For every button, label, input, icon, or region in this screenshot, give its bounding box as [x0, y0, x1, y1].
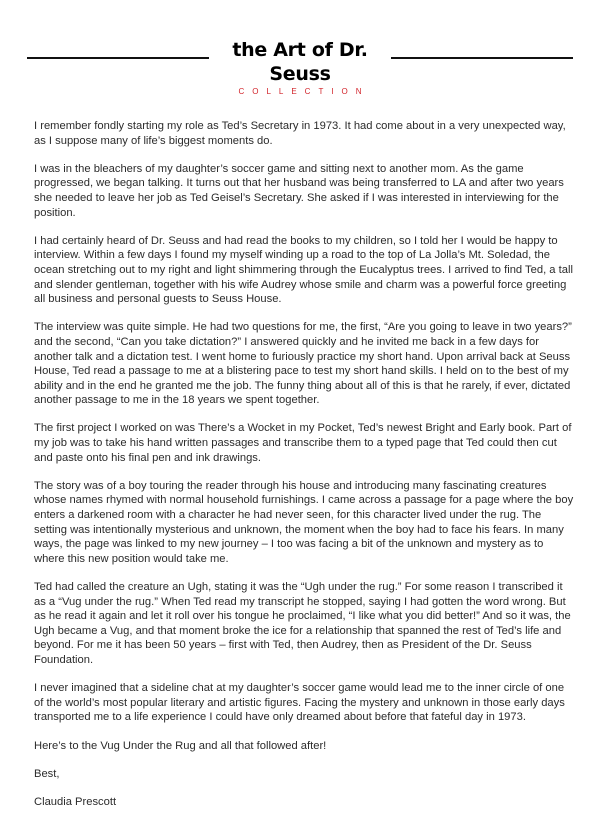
- paragraph-3: I had certainly heard of Dr. Seuss and had read the books to my children, so I told her I would be happy to interview. Within a few days I found my myself winding up a road to the top of La Jolla’s Mt. Soledad, the ocean stretching out to my right and light shimmering through the Eucalyptus trees. I arrived to find Ted, a tall and slender gentleman, together with his wife Audrey whose smile and charm was a powerful force greeting all business and personal guests to Seuss House.: [34, 234, 573, 306]
- paragraph-2: I was in the bleachers of my daughter’s soccer game and sitting next to another mom. As the game progressed, we began talking. It turns out that her husband was being transferred to LA and after two years she needed to leave her job as Ted Geisel’s Secretary. She asked if I was interested in interviewing for the position.: [34, 162, 564, 219]
- paragraph-4: The interview was quite simple. He had two questions for me, the first, “Are you going to leave in two years?” and the second, “Can you take dictation?” I answered quickly and he invited me back in a few days for another talk and a dictation test. I went home to furiously practice my short hand. Upon arrival back at Seuss House, Ted read a passage to me at a blistering pace to test my short hand skills. I held on to the best of my ability and in the end he granted me the job. The funny thing about all of this is that he rarely, if ever, dictated another passage to me in the 18 years we spent together.: [34, 321, 572, 407]
- paragraph-1: I remember fondly starting my role as Ted’s Secretary in 1973. It had come about in a very unexpected way, as I suppose many of life’s biggest moments do.: [34, 120, 566, 147]
- paragraph-5: The first project I worked on was There’s a Wocket in my Pocket, Ted’s newest Bright and Early book. Part of my job was to take his hand written passages and transcribe them to a typed page that Ted could then cut and paste onto his final pen and ink drawings.: [34, 422, 572, 464]
- letterhead-rule-right: [391, 57, 573, 59]
- paragraph-7: Ted had called the creature an Ugh, stating it was the “Ugh under the rug.” For some reason I transcribed it as a “Vug under the rug.” When Ted read my transcript he stopped, saying I had gotten the word wrong. But as he read it again and let it roll over his tongue he proclaimed, “I like what you did better!” And so it was, the Ugh became a Vug, and that moment broke the ice for a relationship that spanned the rest of Ted’s life and beyond. For me it has been 50 years – first with Ted, then Audrey, then as President of the Dr. Seuss Foundation.: [34, 581, 571, 666]
- paragraph-8: I never imagined that a sideline chat at my daughter’s soccer game would lead me to the inner circle of one of the world’s most popular literary and artistic figures. Facing the mystery and unknown in those early days transported me to a life experience I could have only dreamed about before that fateful day in 1973.: [34, 682, 565, 724]
- letter-body: [34, 119, 574, 823]
- closing-line: Here’s to the Vug Under the Rug and all that followed after!: [34, 739, 327, 752]
- logo-title: the Art of Dr. Seuss: [232, 39, 368, 85]
- signature-name: Claudia Prescott: [34, 795, 117, 808]
- valediction: Best,: [34, 767, 60, 780]
- letterhead: [0, 38, 600, 96]
- paragraph-6: The story was of a boy touring the reader through his house and introducing many fascinating creatures whose names rhymed with normal household furnishings. I came across a passage for a page where the boy enters a darkened room with a character he had never seen, for this character lived under the rug. The setting was intentionally mysterious and unknown, the moment when the boy had to face his fears. In many ways, the page was linked to my new journey – I too was facing a bit of the unknown and mystery as to where this new position would take me.: [34, 479, 574, 565]
- logo: [209, 38, 391, 97]
- letterhead-rule-left: [27, 57, 209, 59]
- logo-subtitle: COLLECTION: [238, 87, 370, 96]
